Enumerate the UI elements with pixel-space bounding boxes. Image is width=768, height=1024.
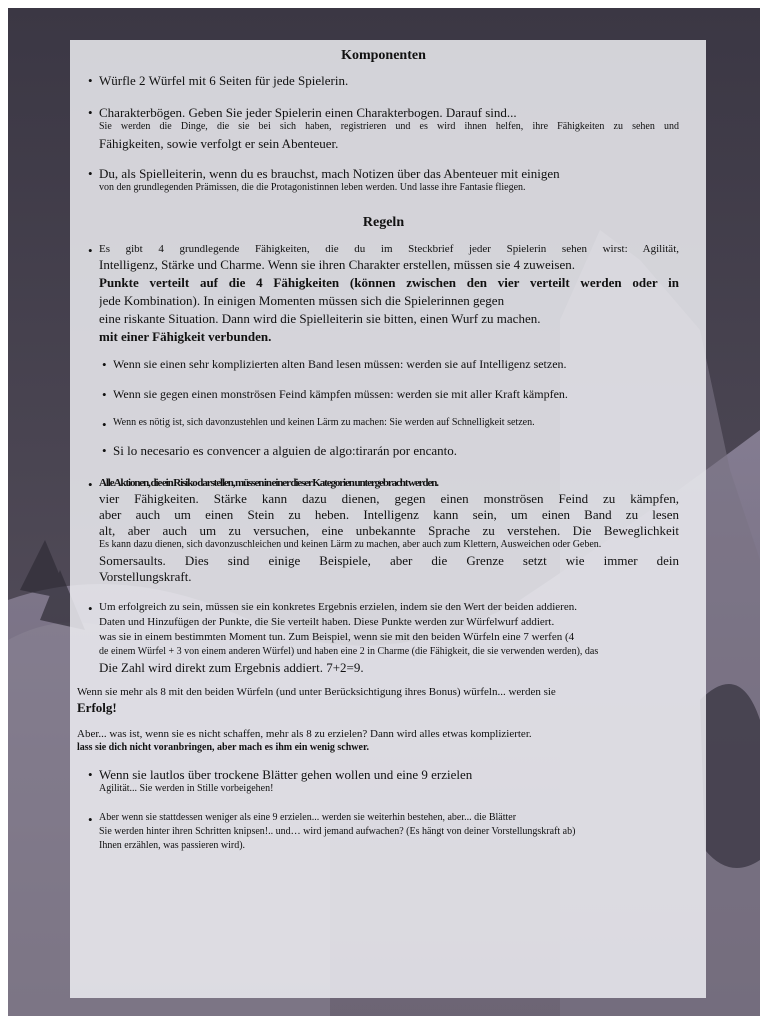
rules-panel [70, 40, 706, 998]
failure-paragraph: Aber... was ist, wenn sie es nicht schaffen, mehr als 8 zu erzielen? Dann wird alles etwas komplizierter. lass sie dich nicht voranbringen, aber mach es ihm ein wenig schwer. [77, 728, 532, 753]
rules-heading: Regeln [362, 215, 405, 230]
list-item: • Es gibt 4 grundlegende Fähigkeiten, die du im Steckbrief jeder Spielerin sehen wirst: Agilität, Intelligenz, Stärke und Charme. Wenn sie ihren Charakter erstellen, müssen sie 4 zuweisen. Punkte verteilt auf die 4 Fähigkeiten (können zwischen den vier verteilt werden oder in jede Kombination). In einigen Momenten müssen sich die Spielerinnen gegen eine riskante Situation. Dann wird die Spielleiterin sie bitten, einen Wurf zu machen. mit einer Fähigkeit verbunden. [99, 243, 679, 345]
list-item: • Um erfolgreich zu sein, müssen sie ein konkretes Ergebnis erzielen, indem sie den Wert der beiden addieren. Daten und Hinzufügen der Punkte, die Sie verteilt haben. Diese Punkte werden zur Würfelwurf addiert. was sie in einem bestimmten Moment tun. Zum Beispiel, wenn sie mit den beiden Würfeln eine 7 werfen (4 de einem Würfel + 3 von einem anderen Würfel) und haben eine 2 in Charme (die Fähigkeit, die sie verwenden werden), das Die Zahl wird direkt zum Ergebnis addiert. 7+2=9. [99, 601, 679, 676]
list-item: • Wenn sie lautlos über trockene Blätter gehen wollen und eine 9 erzielen Agilität... Sie werden in Stille vorbeigehen! [99, 767, 679, 794]
list-item: • Alle Aktionen, die ein Risiko darstellen, müssen in einer dieser Kategorien untergebracht werden. vier Fähigkeiten. Stärke kann dazu dienen, gegen einen monströsen Feind zu kämpfen, aber auch um einen Stein zu heben. Intelligenz kann sein, um einen Band zu lesen alt, aber auch um zu versuchen, eine unbekannte Sprache zu verstehen. Die Beweglichkeit Es kann dazu dienen, sich davonzuschleichen und keinen Lärm zu machen, aber auch zum Klettern, Ausweichen oder Geben. Somersaults. Dies sind einige Beispiele, aber die Grenze setzt wie immer dein Vorstellungskraft. [99, 477, 679, 585]
categories-list [88, 477, 679, 676]
list-item: • Würfle 2 Würfel mit 6 Seiten für jede Spielerin. [99, 73, 679, 89]
list-item: • Wenn sie gegen einen monströsen Feind kämpfen müssen: werden sie mit aller Kraft kämpfen. [113, 387, 679, 402]
list-item: • Du, als Spielleiterin, wenn du es brauchst, mach Notizen über das Abenteuer mit einigen von den grundlegenden Prämissen, die die Protagonistinnen leben werden. Und lasse ihre Fantasie fliegen. [99, 166, 679, 193]
list-item: • Wenn es nötig ist, sich davonzustehlen und keinen Lärm zu machen: Sie werden auf Schnelligkeit setzen. [113, 417, 679, 428]
examples-list [88, 357, 679, 459]
list-item: • Si lo necesario es convencer a alguien de algo:tirarán por encanto. [113, 443, 679, 459]
list-item: • Wenn sie einen sehr komplizierten alten Band lesen müssen: werden sie auf Intelligenz setzen. [113, 357, 679, 372]
components-list [88, 73, 679, 193]
outcomes-list [88, 767, 679, 851]
components-heading: Komponenten [341, 48, 426, 63]
list-item: • Aber wenn sie stattdessen weniger als eine 9 erzielen... werden sie weiterhin bestehen, aber... die Blätter Sie werden hinter ihren Schritten knipsen!.. und… wird jemand aufwachen? (Es hängt von deiner Vorstellungskraft ab) Ihnen erzählen, was passieren wird). [99, 812, 679, 851]
list-item: • Charakterbögen. Geben Sie jeder Spielerin einen Charakterbogen. Darauf sind... Sie werden die Dinge, die sie bei sich haben, registrieren und es wird ihnen helfen, ihre Fähigkeiten zu sehen und Fähigkeiten, sowie verfolgt er sein Abenteuer. [99, 105, 679, 152]
success-paragraph: Wenn sie mehr als 8 mit den beiden Würfeln (und unter Berücksichtigung ihres Bonus) würfeln... werden sie Erfolg! [77, 686, 556, 715]
rules-list [88, 243, 679, 345]
